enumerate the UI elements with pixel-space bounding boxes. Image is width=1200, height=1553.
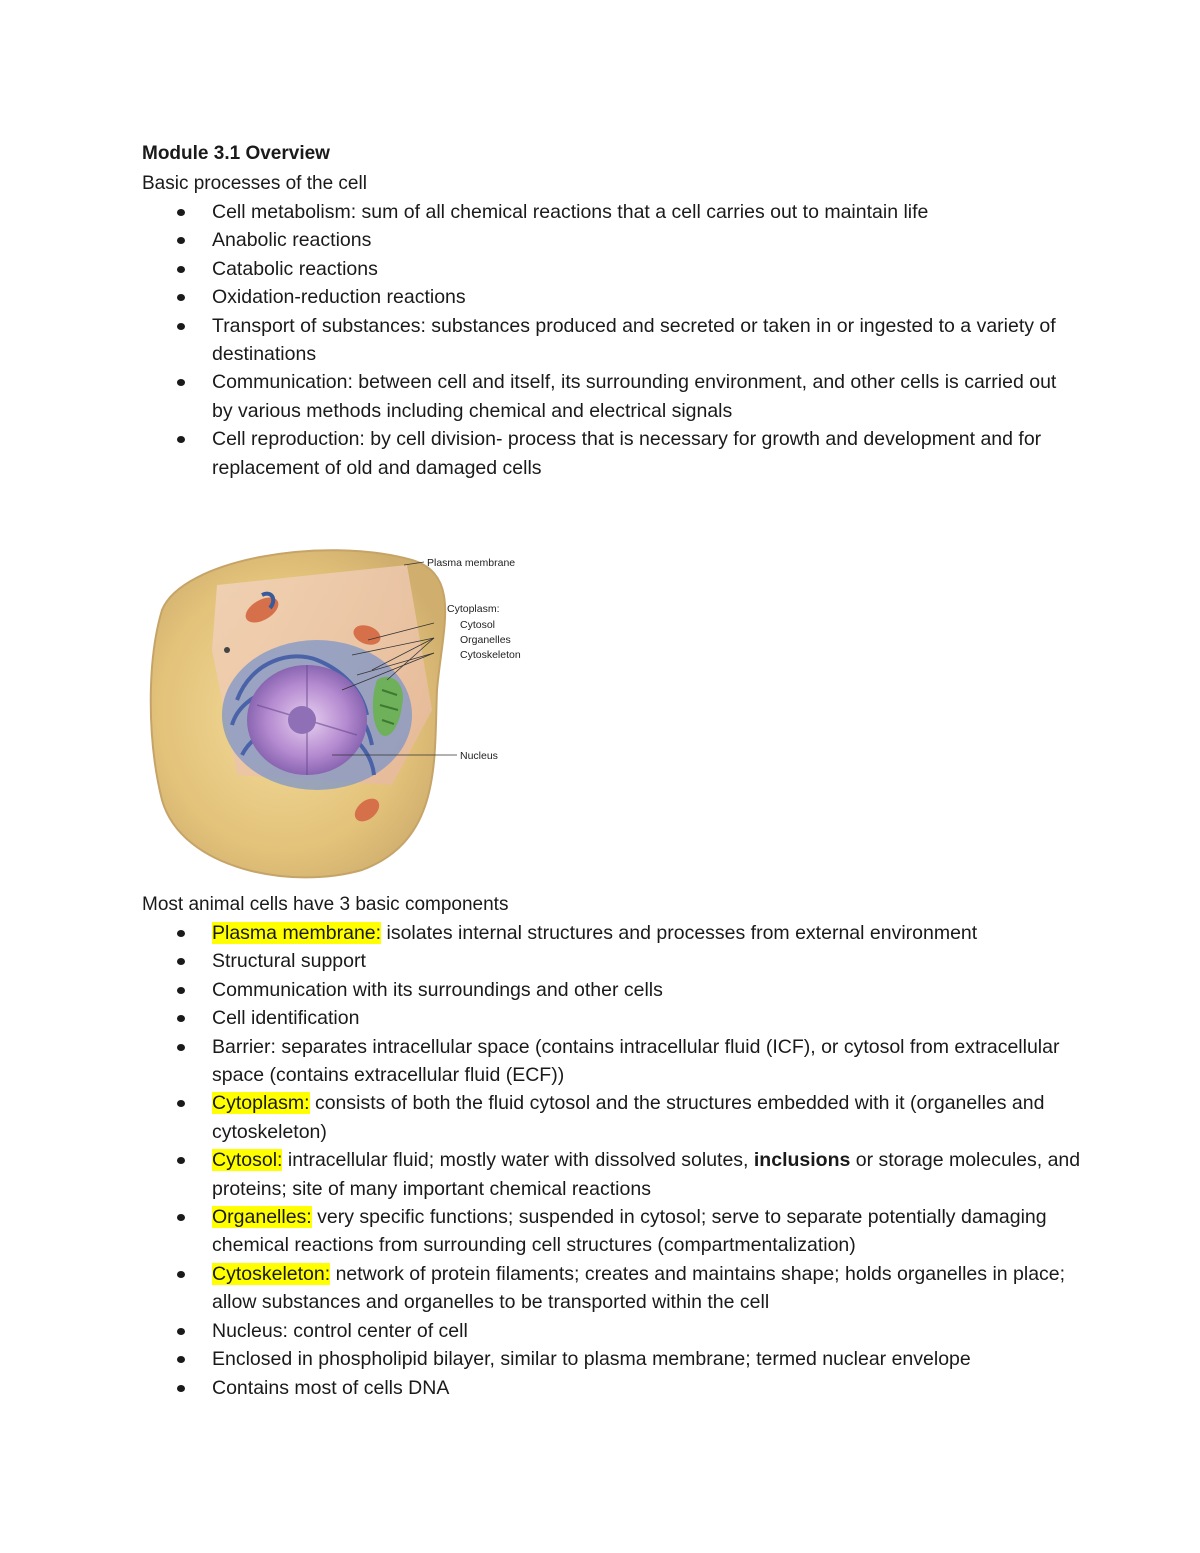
label-cytosol: Cytosol [460, 619, 496, 631]
list-item: Enclosed in phospholipid bilayer, similar to plasma membrane; termed nuclear envelope [142, 1345, 1082, 1373]
label-cytoskeleton: Cytoskeleton [460, 649, 521, 661]
label-cytoplasm: Cytoplasm: [447, 603, 500, 615]
components-list [142, 919, 1082, 1402]
cell-diagram [142, 540, 542, 885]
list-item [142, 919, 1082, 947]
section2-heading: Most animal cells have 3 basic components [142, 894, 509, 915]
list-item: Catabolic reactions [142, 255, 1082, 283]
list-item: Communication with its surroundings and other cells [142, 976, 1082, 1004]
list-item [142, 1203, 1082, 1260]
list-item: Contains most of cells DNA [142, 1374, 1082, 1402]
term-description: or storage molecules, and proteins; site of many important chemical reactions [212, 1149, 1081, 1200]
list-item [142, 1260, 1082, 1317]
list-item: Cell identification [142, 1004, 1082, 1032]
list-item [142, 1089, 1082, 1146]
list-item: Nucleus: control center of cell [142, 1317, 1082, 1345]
page-title: Module 3.1 Overview [142, 143, 330, 164]
label-plasma-membrane: Plasma membrane [427, 557, 516, 569]
list-item: Structural support [142, 947, 1082, 975]
list-item: Oxidation-reduction reactions [142, 283, 1082, 311]
list-item: Barrier: separates intracellular space (contains intracellular fluid (ICF), or cytosol from extracellular space (contains extracellular fluid (ECF)) [142, 1033, 1082, 1090]
label-organelles: Organelles [460, 634, 511, 646]
list-item: Transport of substances: substances produced and secreted or taken in or ingested to a variety of destinations [142, 312, 1082, 369]
list-item [142, 1146, 1082, 1203]
list-item: Communication: between cell and itself, its surrounding environment, and other cells is carried out by various methods including chemical and electrical signals [142, 368, 1082, 425]
term-description: consists of both the fluid cytosol and the structures embedded with it (organelles and cytoskeleton) [212, 1092, 1045, 1143]
label-nucleus: Nucleus [460, 750, 498, 762]
list-item: Cell reproduction: by cell division- process that is necessary for growth and development and for replacement of old and damaged cells [142, 425, 1082, 482]
term-description: isolates internal structures and processes from external environment [381, 922, 978, 944]
bold-term: inclusions [753, 1149, 851, 1172]
section1-heading: Basic processes of the cell [142, 173, 367, 194]
term-highlight: Cytoplasm: [212, 1092, 310, 1115]
cell-illustration [142, 540, 542, 885]
term-description: network of protein filaments; creates and maintains shape; holds organelles in place; allow substances and organelles to be transported within the cell [212, 1262, 1066, 1314]
term-highlight: Cytosol: [212, 1149, 283, 1172]
term-highlight: Organelles: [212, 1206, 312, 1229]
term-highlight: Cytoskeleton: [212, 1262, 331, 1285]
processes-list [142, 198, 1082, 482]
term-description: very specific functions; suspended in cytosol; serve to separate potentially damaging chemical reactions from surrounding cell structures (compartmentalization) [212, 1206, 1047, 1257]
term-description: intracellular fluid; mostly water with dissolved solutes, [282, 1149, 754, 1172]
term-highlight: Plasma membrane: [212, 922, 382, 944]
list-item: Cell metabolism: sum of all chemical reactions that a cell carries out to maintain life [142, 198, 1082, 226]
list-item: Anabolic reactions [142, 226, 1082, 254]
